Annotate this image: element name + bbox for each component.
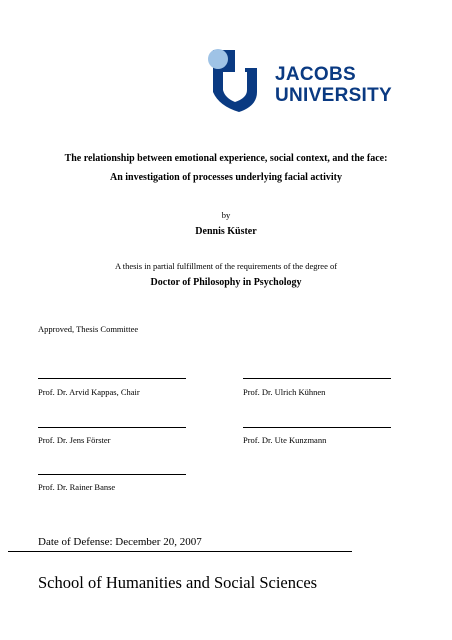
committee-member-1: Prof. Dr. Arvid Kappas, Chair (38, 387, 140, 397)
signature-line (38, 378, 186, 379)
thesis-statement: A thesis in partial fulfillment of the requirements of the degree of (114, 261, 338, 271)
by-label: by (221, 210, 231, 220)
signature-line (38, 474, 186, 475)
jacobs-shield-icon (205, 42, 265, 116)
author-name: Dennis Küster (195, 226, 257, 237)
degree-name: Doctor of Philosophy in Psychology (150, 277, 302, 288)
committee-member-5: Prof. Dr. Rainer Banse (38, 482, 116, 492)
committee-member-3: Prof. Dr. Jens Förster (38, 435, 111, 445)
thesis-title-line-2: An investigation of processes underlying facial activity (109, 172, 343, 183)
logo-text-university: UNIVERSITY (275, 85, 393, 106)
defense-date: Date of Defense: December 20, 2007 (38, 536, 202, 548)
committee-member-2: Prof. Dr. Ulrich Kühnen (243, 387, 326, 397)
logo-text-jacobs: JACOBS (275, 64, 356, 85)
university-logo (205, 42, 405, 118)
signature-line (243, 427, 391, 428)
approved-label: Approved, Thesis Committee (38, 324, 139, 334)
thesis-title-line-1: The relationship between emotional experience, social context, and the face: (64, 153, 388, 164)
signature-line (38, 427, 186, 428)
school-name: School of Humanities and Social Sciences (38, 573, 318, 592)
signature-line (243, 378, 391, 379)
committee-member-4: Prof. Dr. Ute Kunzmann (243, 435, 327, 445)
divider-rule (8, 551, 352, 552)
